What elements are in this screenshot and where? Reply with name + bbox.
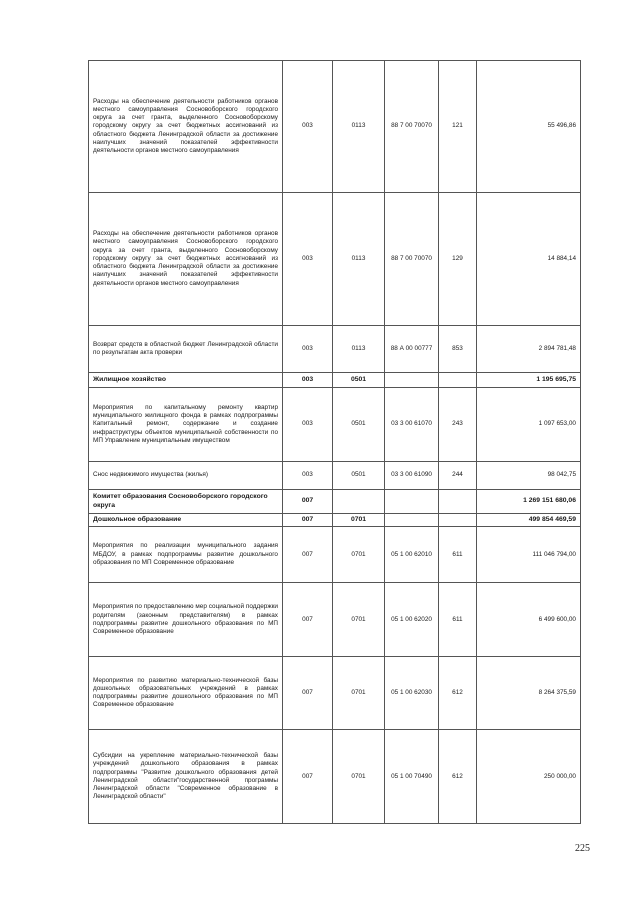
table-row bbox=[89, 462, 581, 490]
row-description: Снос недвижимого имущества (жилья) bbox=[89, 462, 283, 490]
row-description: Субсидии на укрепление материально-технической базы учреждений дошкольного образования в рамках подпрограммы "Развитие дошкольного образования детей Ленинградской области"государственной программы Ленинградской области "Современное образование в Ленинградской области" bbox=[89, 730, 283, 824]
row-csr: 05 1 00 62010 bbox=[385, 527, 439, 583]
row-sum: 250 000,00 bbox=[477, 730, 581, 824]
row-ved: 007 bbox=[283, 730, 333, 824]
row-csr: 05 1 00 62020 bbox=[385, 583, 439, 657]
row-sum: 111 046 794,00 bbox=[477, 527, 581, 583]
row-description: Жилищное хозяйство bbox=[89, 373, 283, 388]
row-csr bbox=[385, 490, 439, 514]
row-description: Расходы на обеспечение деятельности работников органов местного самоуправления Сосновоборского городского округа за счет гранта, выделенного Сосновоборскому городскому округу за счет бюджетных ассигнований из областного бюджета Ленинградской области за достижение наилучших значений показателей эффективности деятельности органов местного самоуправления bbox=[89, 193, 283, 326]
row-description: Комитет образования Сосновоборского городского округа bbox=[89, 490, 283, 514]
row-csr: 88 7 00 70070 bbox=[385, 61, 439, 193]
row-ved: 003 bbox=[283, 462, 333, 490]
row-vr bbox=[439, 373, 477, 388]
row-rzpr: 0701 bbox=[333, 657, 385, 730]
table-row bbox=[89, 583, 581, 657]
row-vr: 612 bbox=[439, 657, 477, 730]
row-ved: 003 bbox=[283, 326, 333, 373]
row-ved: 003 bbox=[283, 373, 333, 388]
table-row-section bbox=[89, 514, 581, 527]
row-rzpr: 0113 bbox=[333, 61, 385, 193]
row-vr: 243 bbox=[439, 388, 477, 462]
row-ved: 003 bbox=[283, 61, 333, 193]
row-rzpr: 0701 bbox=[333, 730, 385, 824]
row-vr: 853 bbox=[439, 326, 477, 373]
row-description: Дошкольное образование bbox=[89, 514, 283, 527]
row-csr: 05 1 00 70490 bbox=[385, 730, 439, 824]
row-sum: 1 269 151 680,06 bbox=[477, 490, 581, 514]
row-sum: 14 884,14 bbox=[477, 193, 581, 326]
table-row-section bbox=[89, 373, 581, 388]
row-ved: 007 bbox=[283, 527, 333, 583]
row-vr: 129 bbox=[439, 193, 477, 326]
row-vr: 612 bbox=[439, 730, 477, 824]
row-vr bbox=[439, 514, 477, 527]
page-number: 225 bbox=[575, 843, 590, 854]
row-description: Мероприятия по развитию материально-технической базы дошкольных образовательных учреждений в рамках подпрограммы развитие дошкольного образования по МП Современное образование bbox=[89, 657, 283, 730]
table-row bbox=[89, 388, 581, 462]
table-row-section bbox=[89, 490, 581, 514]
table-row bbox=[89, 326, 581, 373]
row-rzpr: 0501 bbox=[333, 388, 385, 462]
row-rzpr: 0501 bbox=[333, 462, 385, 490]
row-ved: 007 bbox=[283, 583, 333, 657]
row-csr: 05 1 00 62030 bbox=[385, 657, 439, 730]
row-rzpr: 0701 bbox=[333, 527, 385, 583]
row-sum: 1 097 653,00 bbox=[477, 388, 581, 462]
row-rzpr: 0701 bbox=[333, 583, 385, 657]
row-sum: 499 854 469,59 bbox=[477, 514, 581, 527]
row-sum: 6 499 600,00 bbox=[477, 583, 581, 657]
row-description: Мероприятия по реализации муниципального задания МБДОУ, в рамках подпрограммы развитие дошкольного образования по МП Современное образование bbox=[89, 527, 283, 583]
budget-table bbox=[88, 60, 581, 824]
row-csr: 88 А 00 00777 bbox=[385, 326, 439, 373]
row-sum: 55 496,86 bbox=[477, 61, 581, 193]
row-ved: 003 bbox=[283, 388, 333, 462]
row-csr: 88 7 00 70070 bbox=[385, 193, 439, 326]
table-row bbox=[89, 61, 581, 193]
row-vr: 611 bbox=[439, 583, 477, 657]
row-description: Мероприятия по предоставлению мер социальной поддержки родителям (законным представителям) в рамках подпрограммы развитие дошкольного образования по МП Современное образование bbox=[89, 583, 283, 657]
row-rzpr: 0113 bbox=[333, 193, 385, 326]
row-vr: 244 bbox=[439, 462, 477, 490]
row-ved: 007 bbox=[283, 490, 333, 514]
row-description: Расходы на обеспечение деятельности работников органов местного самоуправления Сосновоборского городского округа за счет гранта, выделенного Сосновоборскому городскому округу за счет бюджетных ассигнований из областного бюджета Ленинградской области за достижение наилучших значений показателей эффективности деятельности органов местного самоуправления bbox=[89, 61, 283, 193]
row-sum: 8 264 375,59 bbox=[477, 657, 581, 730]
table-row bbox=[89, 527, 581, 583]
row-rzpr: 0701 bbox=[333, 514, 385, 527]
row-csr bbox=[385, 373, 439, 388]
row-csr: 03 3 00 61070 bbox=[385, 388, 439, 462]
row-rzpr bbox=[333, 490, 385, 514]
table-row bbox=[89, 193, 581, 326]
row-vr: 611 bbox=[439, 527, 477, 583]
row-ved: 007 bbox=[283, 657, 333, 730]
row-vr: 121 bbox=[439, 61, 477, 193]
row-csr: 03 3 00 61090 bbox=[385, 462, 439, 490]
row-description: Мероприятия по капитальному ремонту квартир муниципального жилищного фонда в рамках подпрограммы Капитальный ремонт, содержание и создание инфраструктуры объектов муниципальной собственности по МП Управление муниципальным имуществом bbox=[89, 388, 283, 462]
row-csr bbox=[385, 514, 439, 527]
row-rzpr: 0501 bbox=[333, 373, 385, 388]
row-rzpr: 0113 bbox=[333, 326, 385, 373]
row-sum: 98 042,75 bbox=[477, 462, 581, 490]
row-vr bbox=[439, 490, 477, 514]
table-row bbox=[89, 730, 581, 824]
row-description: Возврат средств в областной бюджет Ленинградской области по результатам акта проверки bbox=[89, 326, 283, 373]
table-row bbox=[89, 657, 581, 730]
row-sum: 1 195 695,75 bbox=[477, 373, 581, 388]
row-ved: 007 bbox=[283, 514, 333, 527]
row-ved: 003 bbox=[283, 193, 333, 326]
row-sum: 2 894 781,48 bbox=[477, 326, 581, 373]
